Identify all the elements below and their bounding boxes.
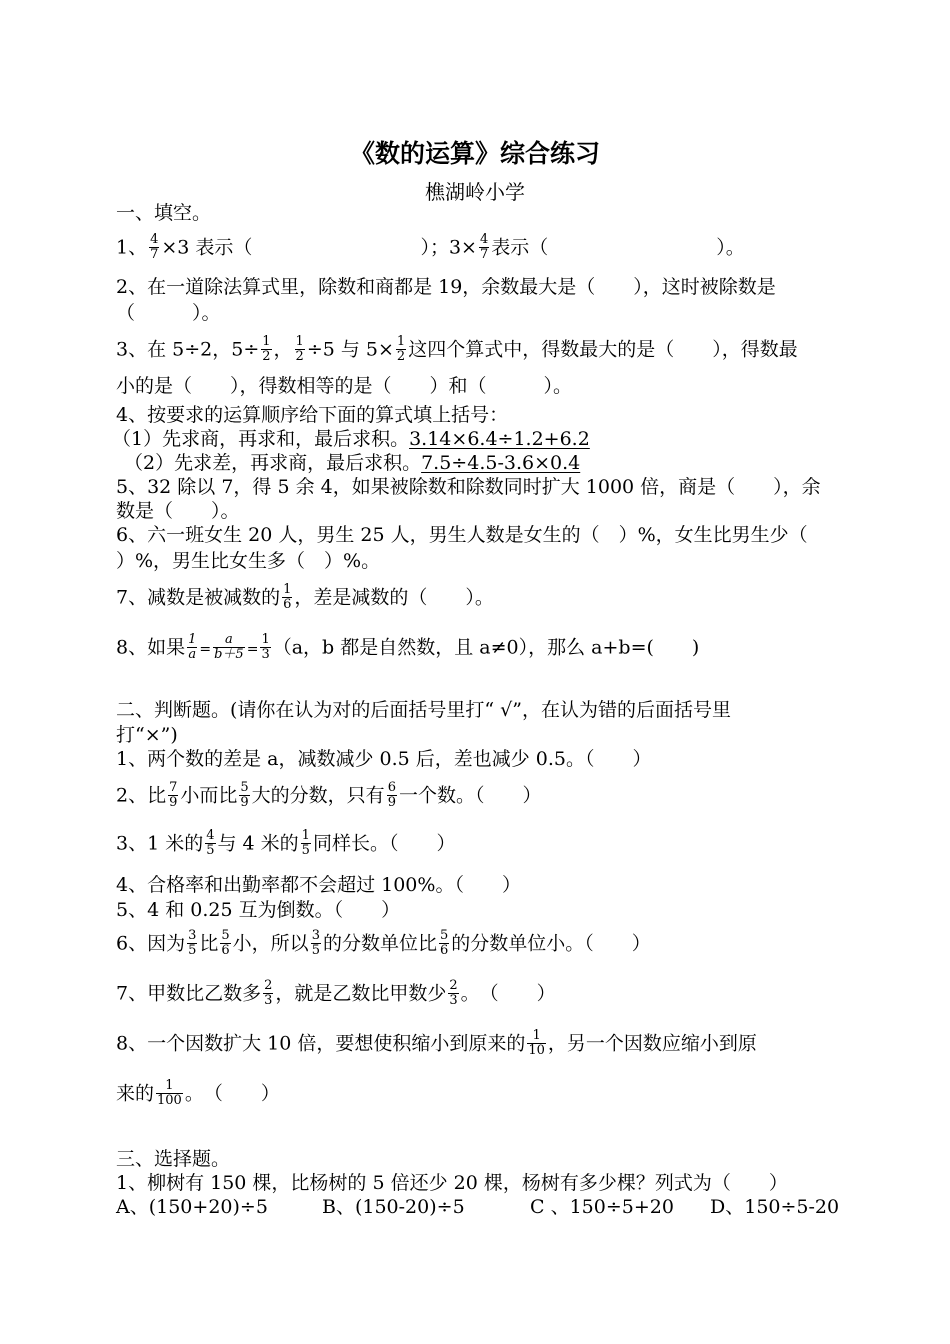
fraction: $\frac{4}{7}$ — [479, 232, 489, 262]
s2-question-3: 3、1 米的 $\frac{4}{5}$ 与 4 米的 $\frac{1}{5}$ 同样长。（ ） — [116, 828, 456, 858]
s1-question-3-line2: 小的是（ ），得数相等的是（ ）和（ ）。 — [116, 375, 573, 397]
s1-question-5-line1: 5、32 除以 7，得 5 余 4，如果被除数和除数同时扩大 1000 倍，商是（ ），余 — [116, 476, 821, 498]
s1-question-6-line1: 6、六一班女生 20 人，男生 25 人，男生人数是女生的（ ）%，女生比男生少（ — [116, 524, 808, 546]
option-c: C 、150÷5+20 — [530, 1196, 674, 1218]
fraction: $\frac{3}{5}$ — [311, 928, 320, 958]
fraction: $\frac{7}{9}$ — [169, 780, 178, 810]
s2-question-6: 6、因为 $\frac{3}{5}$ 比 $\frac{5}{6}$ 小，所以 $\frac{3}{5}$ 的分数单位比 $\frac{5}{6}$ 的分数单位小。（ ） — [116, 928, 651, 958]
s2-question-4: 4、合格率和出勤率都不会超过 100%。（ ） — [116, 874, 521, 896]
s2-question-8-line2: 来的 $\frac{1}{100}$ 。 （ ） — [116, 1078, 280, 1108]
s2-question-2: 2、比 $\frac{7}{9}$ 小而比 $\frac{5}{9}$ 大的分数，只有 $\frac{6}{9}$ 一个数。（ ） — [116, 780, 542, 810]
fraction: $\frac{3}{5}$ — [188, 928, 197, 958]
section2-heading-line2: 打“×”) — [116, 724, 178, 746]
option-d: D、150÷5-20 — [710, 1196, 840, 1218]
fraction: $\frac{1}{3}$ — [261, 632, 270, 662]
s1-question-4-line1: 4、按要求的运算顺序给下面的算式填上括号： — [116, 404, 509, 426]
fraction: $\frac{2}{3}$ — [449, 978, 458, 1008]
fraction: $\frac{5}{6}$ — [221, 928, 230, 958]
fraction: $\frac{1}{2}$ — [396, 334, 406, 364]
s1-question-8: 8、如果 $\frac{1}{a}$ = $\frac{a}{b+5}$ = $\frac{1}{3}$ （a，b 都是自然数，且 a≠0），那么 a+b=( ) — [116, 632, 700, 662]
s1-question-4-line3: （2）先求差，再求商，最后求积。7.5÷4.5-3.6×0.4 — [124, 452, 581, 474]
s2-question-7: 7、甲数比乙数多 $\frac{2}{3}$ ，就是乙数比甲数少 $\frac{2}{3}$ 。 （ ） — [116, 978, 556, 1008]
s3-question-1: 1、柳树有 150 棵，比杨树的 5 倍还少 20 棵，杨树有多少棵？列式为（ ） — [116, 1172, 788, 1194]
fraction: $\frac{4}{5}$ — [206, 828, 215, 858]
section2-heading-line1: 二、判断题。(请你在认为对的后面括号里打“ √”，在认为错的后面括号里 — [116, 699, 731, 721]
option-a: A、(150+20)÷5 — [116, 1196, 268, 1218]
s1-question-6-line2: ）%，男生比女生多（ ）%。 — [116, 550, 381, 572]
option-b: B、(150-20)÷5 — [322, 1196, 465, 1218]
s1-question-2-line2: （ ）。 — [116, 302, 221, 324]
fraction: $\frac{2}{3}$ — [264, 978, 273, 1008]
fraction: $\frac{1}{2}$ — [295, 334, 304, 364]
fraction: $\frac{a}{b+5}$ — [214, 632, 244, 662]
s2-question-1: 1、两个数的差是 a，减数减少 0.5 后，差也减少 0.5。（ ） — [116, 748, 652, 770]
page-title: 《数的运算》综合练习 — [349, 139, 600, 168]
expression-2: 7.5÷4.5-3.6×0.4 — [421, 452, 581, 474]
fraction: $\frac{1}{6}$ — [283, 582, 292, 612]
fraction: $\frac{5}{6}$ — [439, 928, 449, 958]
section3-heading: 三、选择题。 — [116, 1148, 231, 1170]
s2-question-8-line1: 8、一个因数扩大 10 倍，要想使积缩小到原来的 $\frac{1}{10}$ ，另一个因数应缩小到原 — [116, 1028, 757, 1058]
fraction: $\frac{1}{10}$ — [528, 1028, 545, 1058]
expression-1: 3.14×6.4÷1.2+6.2 — [409, 428, 590, 450]
s1-question-2-line1: 2、在一道除法算式里，除数和商都是 19，余数最大是（ ），这时被除数是 — [116, 276, 776, 298]
fraction: $\frac{1}{2}$ — [262, 334, 271, 364]
fraction: $\frac{5}{9}$ — [240, 780, 249, 810]
fraction: $\frac{1}{5}$ — [301, 828, 310, 858]
s1-question-4-line2: （1）先求商，再求和，最后求积。3.14×6.4÷1.2+6.2 — [112, 428, 590, 450]
fraction: $\frac{1}{a}$ — [188, 632, 197, 662]
fraction: $\frac{6}{9}$ — [387, 780, 396, 810]
school-name: 樵湖岭小学 — [425, 180, 525, 204]
s1-question-5-line2: 数是（ ）。 — [116, 500, 240, 522]
fraction: $\frac{4}{7}$ — [150, 232, 159, 262]
s1-question-7: 7、减数是被减数的 $\frac{1}{6}$ ，差是减数的（ ）。 — [116, 582, 494, 612]
s1-question-1: 1、 $\frac{4}{7}$ ×3 表示（ ）；3× $\frac{4}{7}$ 表示（ ）。 — [116, 232, 745, 262]
fraction: $\frac{1}{100}$ — [157, 1078, 182, 1108]
s1-question-3-line1: 3、在 5÷2，5÷ $\frac{1}{2}$ ， $\frac{1}{2}$ ÷5 与 5× $\frac{1}{2}$ 这四个算式中，得数最大的是（ ），得数最 — [116, 334, 798, 364]
section1-heading: 一、填空。 — [116, 202, 212, 224]
s2-question-5: 5、4 和 0.25 互为倒数。（ ） — [116, 899, 401, 921]
